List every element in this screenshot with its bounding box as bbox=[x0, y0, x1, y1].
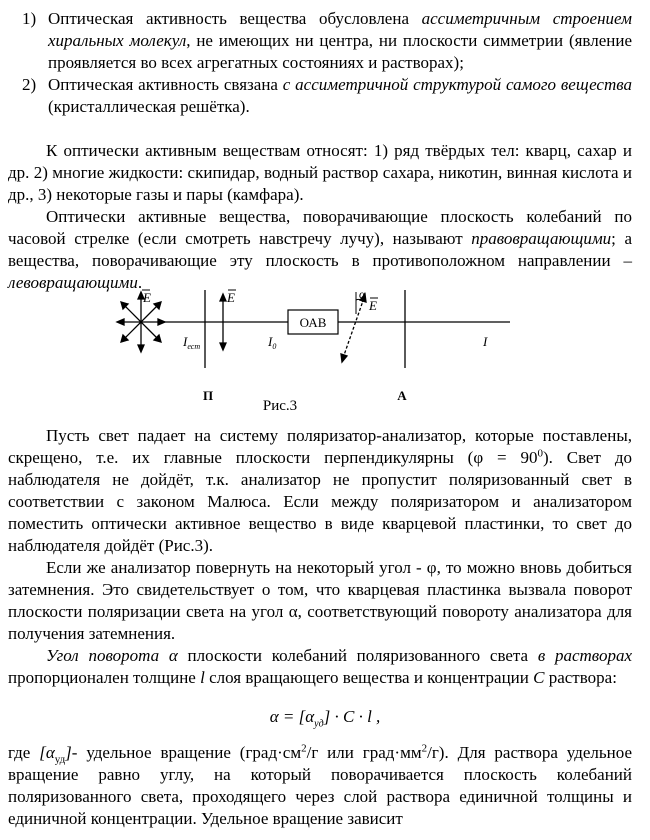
list-number: 1) bbox=[22, 9, 37, 28]
text-run: 2 bbox=[421, 742, 428, 755]
rotated-e-arrow-icon bbox=[341, 292, 366, 362]
text-run: ). Свет до наблюдателя не дойдёт, т.к. анализатор не пропустит поляризованный свет в соответствии с законом Малюса. Если между поляризатором и анализатором поместить оптически активное вещество в виде кварцевой пластинки, то свет до наблюдателя дойдёт (Рис.3). bbox=[8, 448, 632, 555]
text-run: Оптическая активность вещества обусловлена bbox=[48, 9, 422, 28]
text-run: ] bbox=[65, 743, 72, 762]
e-vector-label: E bbox=[369, 298, 377, 313]
mechanism-list bbox=[22, 8, 632, 118]
source-intensity-label: $I_{ест}$ bbox=[183, 334, 201, 351]
text-run: Оптически активные вещества, поворачивающие плоскость колебаний по часовой стрелке (если смотреть навстречу лучу), называют bbox=[8, 207, 632, 248]
text-run: l bbox=[200, 668, 205, 687]
text-run: , не имеющих ни центра, ни плоскости симметрии (явление проявляется во всех агрегатных состояниях и растворах); bbox=[48, 31, 632, 72]
text-run: плоскости колебаний поляризованного света bbox=[177, 646, 538, 665]
text-run: /г или град·мм bbox=[306, 743, 422, 762]
paragraph-analyzer-rotation: Если же анализатор повернуть на некоторый угол - φ, то можно вновь добиться затемнения. Это свидетельствует о том, что кварцевая пластинка вызвала поворот плоскости поляризации света на угол α, соответствующий повороту анализатора для получения затемнения. bbox=[8, 558, 632, 643]
text-run: 0 bbox=[537, 447, 543, 460]
text-run: /г). Для раствора удельное вращение равно углу, на который поворачивается плоскость колебаний поляризованного света, проходящего через слой раствора единичной толщины и единичной концентрации. Удельное вращение зависит bbox=[8, 743, 632, 828]
list-item bbox=[22, 8, 632, 74]
text-run: раствора: bbox=[544, 668, 617, 687]
list-item-text bbox=[48, 9, 632, 72]
text-run: С bbox=[533, 668, 545, 687]
sample-label: ОАВ bbox=[299, 315, 327, 330]
polarized-intensity-label: $I_0$ bbox=[268, 334, 277, 351]
output-intensity-label: I bbox=[483, 334, 488, 349]
list-number: 2) bbox=[22, 75, 37, 94]
text-run: [α bbox=[39, 743, 55, 762]
text-run: правовращающими bbox=[471, 229, 612, 248]
analyzer-label: А bbox=[397, 388, 407, 403]
figure-caption: Рис.3 bbox=[262, 398, 298, 414]
e-vector-label: E bbox=[143, 290, 151, 305]
text-run: с ассиметричной структурой самого вещества bbox=[282, 75, 632, 94]
text-run: Угол поворота α bbox=[46, 646, 178, 665]
text-run: где bbox=[8, 743, 40, 762]
text-run: (кристаллическая решётка). bbox=[48, 97, 250, 116]
unpolarized-light-icon bbox=[117, 292, 165, 352]
figure-polarizer-analyzer bbox=[105, 288, 525, 418]
text-run: . bbox=[137, 273, 143, 292]
rotation-angle-label: α bbox=[359, 288, 366, 301]
paragraph-crossed-polarizers bbox=[8, 425, 632, 557]
text-run: Оптическая активность связана bbox=[48, 75, 283, 94]
paragraph-active-substances: К оптически активным веществам относят: 1) ряд твёрдых тел: кварц, сахар и др. 2) многие жидкости: скипидар, водный раствор сахара, никотин, винная кислота и др., 3) некоторые газы и пары (камфара). bbox=[8, 141, 632, 204]
list-item-text bbox=[48, 75, 632, 116]
text-run: левовращающими bbox=[8, 273, 138, 292]
e-vector-label: E bbox=[227, 290, 235, 305]
text-run: в растворах bbox=[537, 646, 632, 665]
text-run: - удельное вращение (град·см bbox=[71, 743, 302, 762]
list-item bbox=[22, 74, 632, 118]
text-run: уд bbox=[54, 753, 66, 766]
paragraph-rotation-angle bbox=[8, 645, 632, 689]
text-run: ; а вещества, поворачивающие эту плоскость в противоположном направлении – bbox=[8, 229, 632, 270]
text-run: 2 bbox=[301, 742, 307, 755]
formula-rotation-angle: $\alpha = [\alpha_{уд}] \cdot C \cdot l$ , bbox=[269, 707, 381, 730]
polarizer-label: П bbox=[202, 388, 214, 403]
text-run: ассиметричным строением хиральных молекул bbox=[48, 9, 632, 50]
paragraph-specific-rotation bbox=[8, 742, 632, 830]
text-run: пропорционален толщине bbox=[8, 668, 201, 687]
text-run: Пусть свет падает на систему поляризатор-анализатор, которые поставлены, скрещено, т.е. их главные плоскости перпендикулярны (φ = 90 bbox=[8, 426, 632, 467]
text-run: слоя вращающего вещества и концентрации bbox=[204, 668, 534, 687]
paragraph-rotation-direction bbox=[8, 206, 632, 294]
